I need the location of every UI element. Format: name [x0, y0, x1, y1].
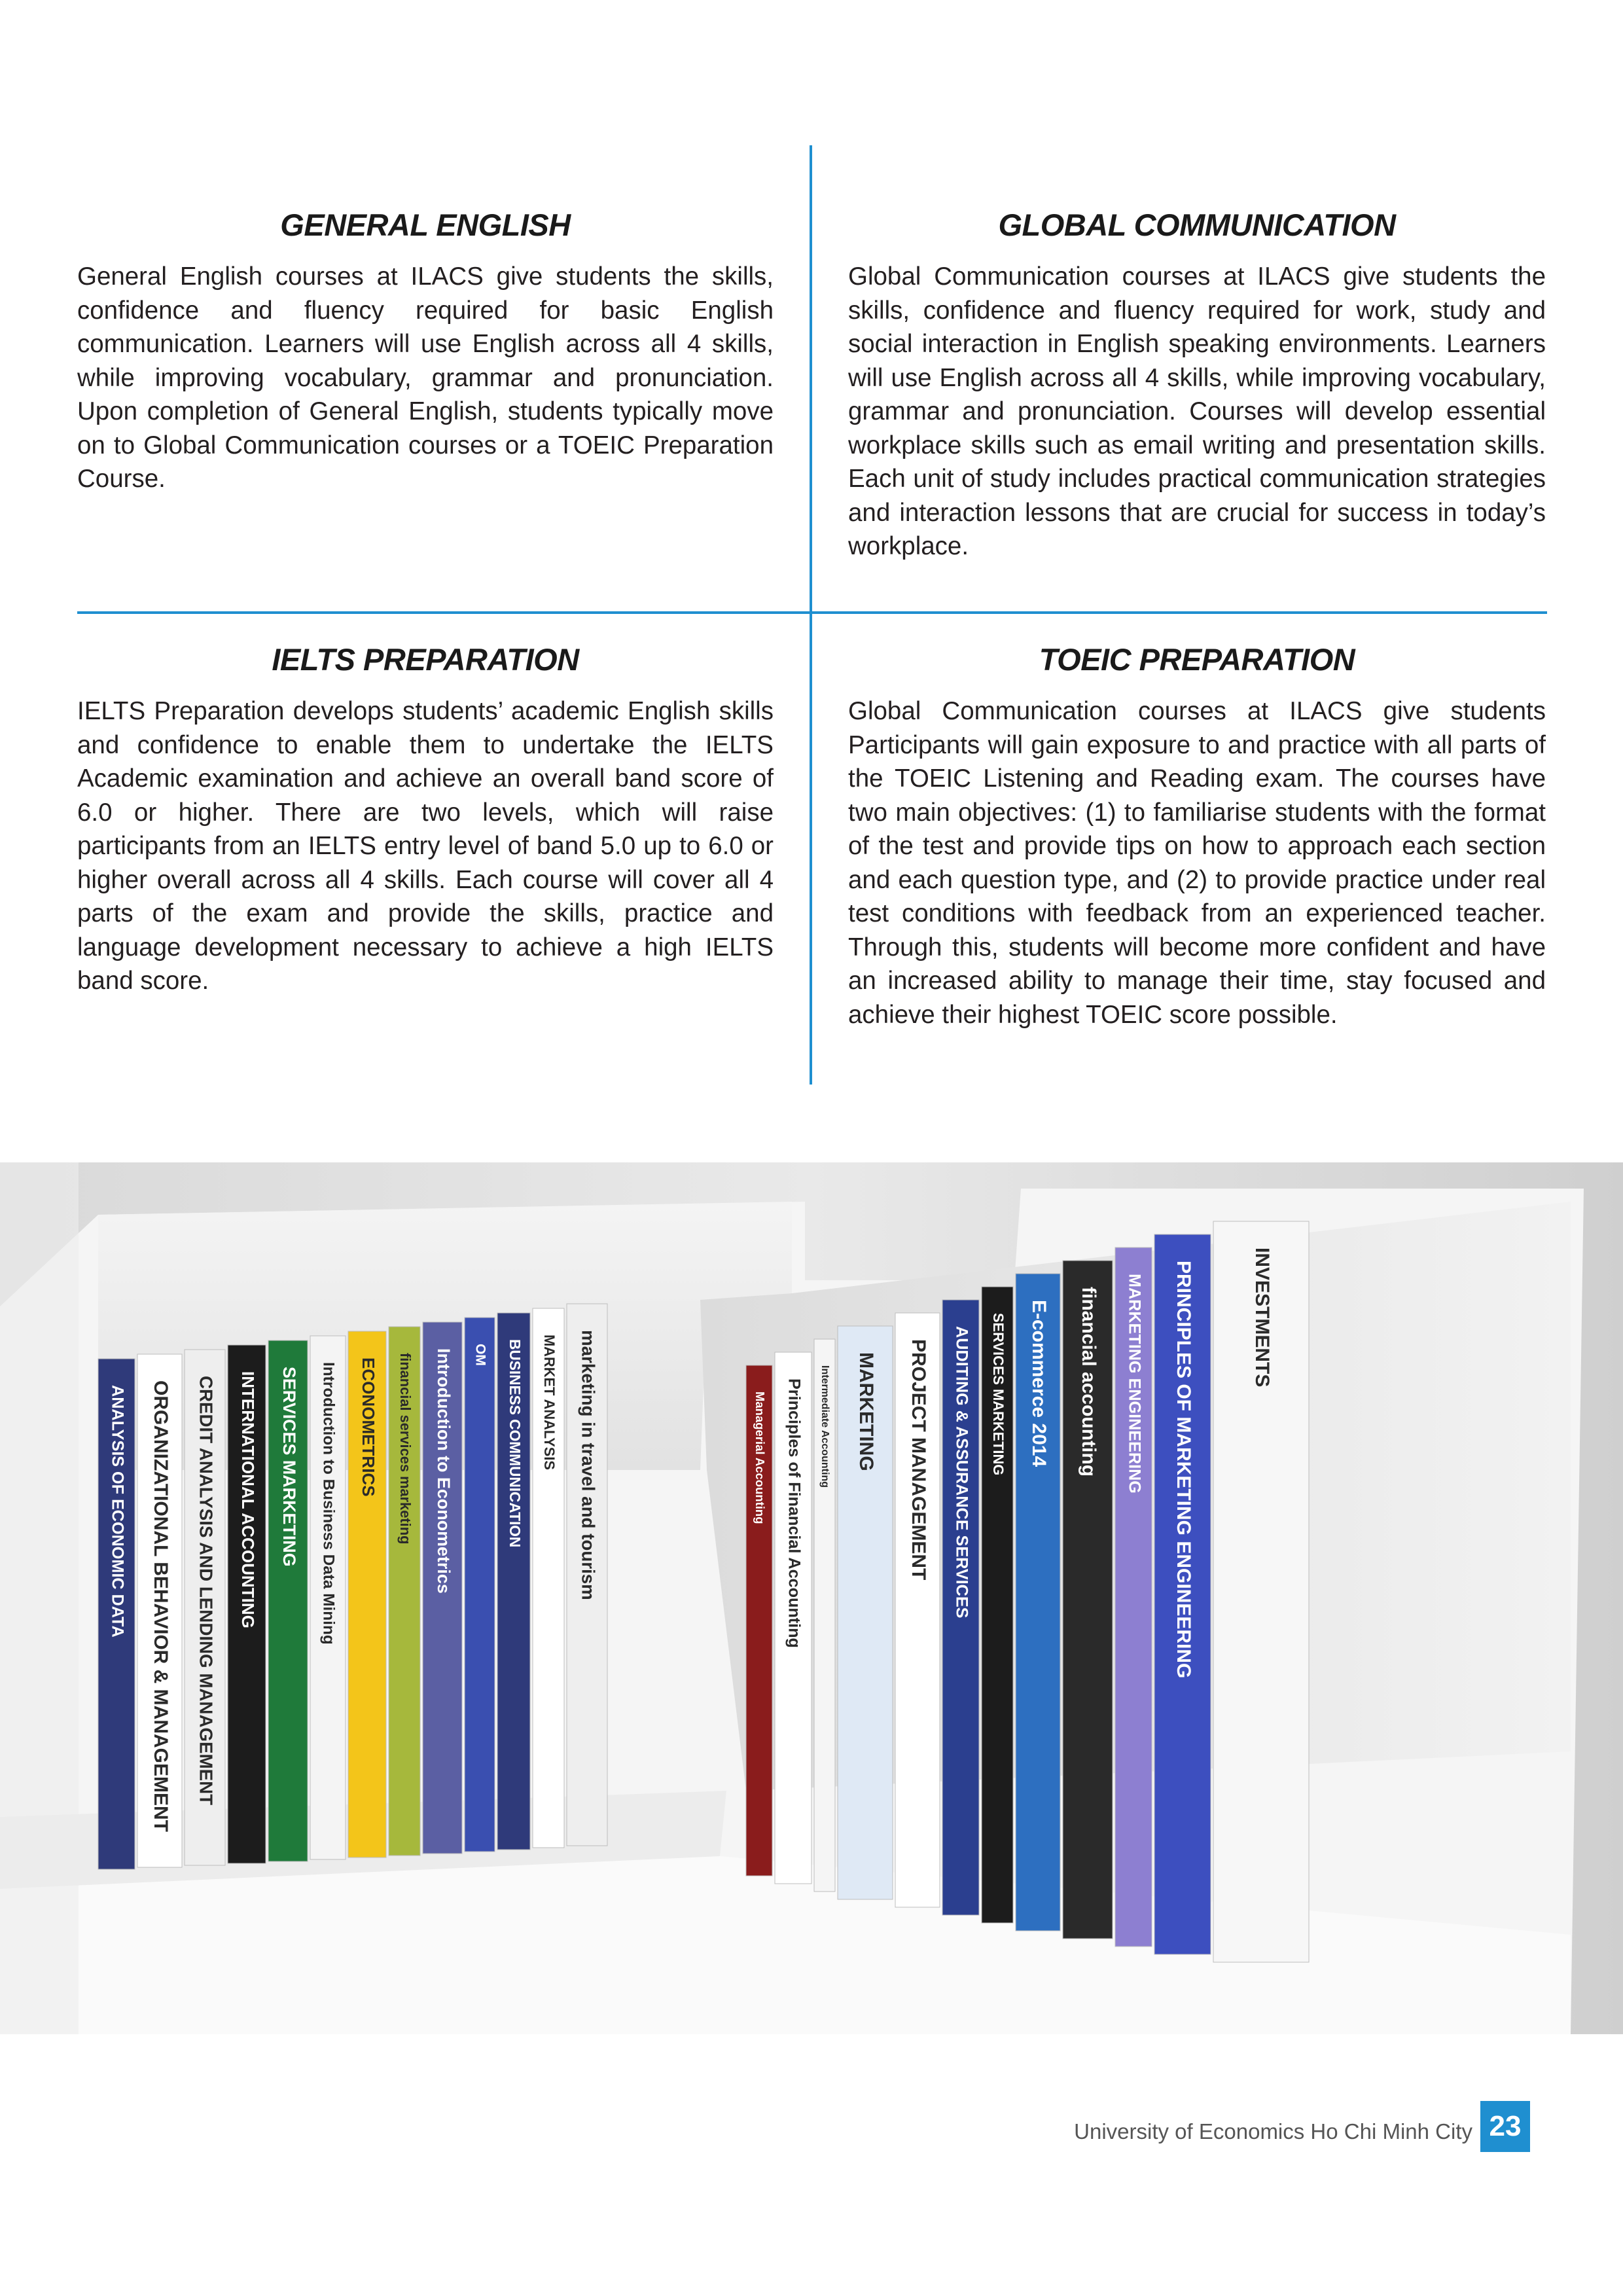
book-spine-title: SERVICES MARKETING	[990, 1313, 1007, 1476]
book-spine	[465, 1318, 495, 1852]
book-spine-title: ANALYSIS OF ECONOMIC DATA	[108, 1385, 127, 1638]
section-title: IELTS PREPARATION	[272, 642, 579, 677]
section-global-communication	[848, 207, 1546, 564]
section-body: Global Communication courses at ILACS give students the skills, confidence and fluency required for work, study and social interaction in English speaking environments. Learners will use English across all 4 skills, while improving vocabulary, grammar and pronunciation. Courses will develop essential workplace skills such as email writing and presentation skills. Each unit of study includes practical communication strategies and interaction lessons that are crucial for success in today’s workplace.	[848, 262, 1546, 560]
left-panel	[0, 1162, 79, 2034]
book-spine-title: INTERNATIONAL ACCOUNTING	[238, 1371, 259, 1628]
bookshelf-illustration	[0, 1162, 1623, 2034]
bookshelf-photo	[0, 1162, 1623, 2034]
book-spine-title: OM	[473, 1344, 488, 1366]
footer-university-name: University of Economics Ho Chi Minh City	[1074, 2119, 1472, 2144]
book-spine-title: MARKET ANALYSIS	[541, 1335, 558, 1470]
book-spine-title: marketing in travel and tourism	[578, 1330, 599, 1600]
vertical-divider	[810, 145, 812, 1085]
horizontal-divider	[77, 611, 1547, 614]
book-spine-title: E-commerce 2014	[1028, 1300, 1050, 1467]
book-spine-title: ORGANIZATIONAL BEHAVIOR & MANAGEMENT	[150, 1380, 172, 1832]
book-spine-title: SERVICES MARKETING	[279, 1367, 299, 1567]
book-spine-title: Intermediate Accounting	[819, 1365, 830, 1488]
section-title: GLOBAL COMMUNICATION	[998, 207, 1396, 242]
book-spine-title: Managerial Accounting	[753, 1391, 768, 1524]
book-spine-title: CREDIT ANALYSIS AND LENDING MANAGEMENT	[196, 1376, 217, 1806]
section-body: IELTS Preparation develops students’ academic English skills and confidence to enable them to undertake the IELTS Academic examination and achieve an overall band score of 6.0 or higher. There are two levels, which will raise participants from an IELTS entry level of band 5.0 up to 6.0 or higher overall across all 4 skills. Each course will cover all 4 parts of the exam and provide the skills, practice and language development necessary to achieve a high IELTS band score.	[77, 697, 774, 995]
book-spine-title: INVESTMENTS	[1251, 1247, 1274, 1388]
section-body: General English courses at ILACS give students the skills, confidence and fluency required for basic English communication. Learners will use English across all 4 skills, while improving vocabulary, grammar and pronunciation. Upon completion of General English, students typically move on to Global Communication courses or a TOEIC Preparation Course.	[77, 262, 774, 493]
section-toeic-preparation	[848, 641, 1546, 1031]
book-spine-title: Introduction to Econometrics	[433, 1348, 454, 1594]
book-spine-title: Principles of Financial Accounting	[785, 1378, 804, 1648]
section-title: GENERAL ENGLISH	[280, 207, 571, 242]
book-spine-title: AUDITING & ASSURANCE SERVICES	[952, 1326, 971, 1619]
book-spine-title: financial accounting	[1078, 1287, 1100, 1477]
section-body: Global Communication courses at ILACS give students Participants will gain exposure to and practice with all parts of the TOEIC Listening and Reading exam. The courses have two main objectives: (1) to familiarise students with the format of the test and provide tips on how to approach each section and each question type, and (2) to provide practice under real test conditions with feedback from an experienced teacher. Through this, students will become more confident and have an increased ability to manage their time, stay focused and achieve their highest TOEIC score possible.	[848, 697, 1546, 1029]
book-spine-title: MARKETING	[855, 1352, 878, 1471]
page-number-badge: 23	[1480, 2101, 1530, 2152]
book-spine-title: ECONOMETRICS	[359, 1357, 379, 1497]
book-spine-title: BUSINESS COMMUNICATION	[507, 1339, 524, 1548]
book-spine-title: PROJECT MANAGEMENT	[908, 1339, 930, 1581]
book-spine-title: PRINCIPLES OF MARKETING ENGINEERING	[1173, 1261, 1195, 1679]
section-ielts-preparation	[77, 641, 774, 998]
book-spine-title: Introduction to Business Data Mining	[319, 1362, 338, 1645]
book-spine-title: MARKETING ENGINEERING	[1125, 1274, 1144, 1494]
section-general-english	[77, 207, 774, 496]
section-title: TOEIC PREPARATION	[1039, 642, 1355, 677]
book-spine-title: financial services marketing	[397, 1353, 414, 1545]
